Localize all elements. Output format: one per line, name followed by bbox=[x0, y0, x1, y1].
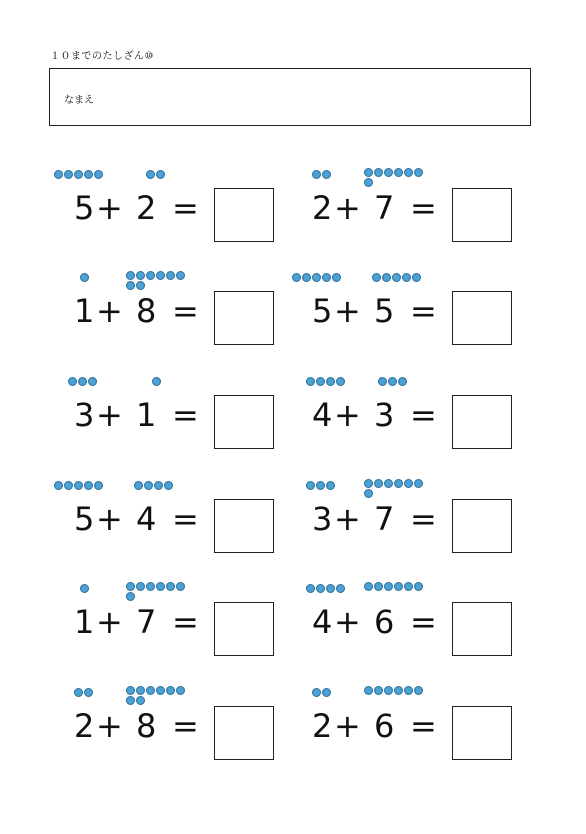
addend-a: 5 bbox=[74, 500, 95, 538]
counting-dot bbox=[94, 481, 103, 490]
counting-dot bbox=[176, 271, 185, 280]
addition-problem bbox=[292, 170, 532, 250]
answer-box[interactable] bbox=[214, 499, 274, 553]
counting-dot bbox=[74, 481, 83, 490]
counting-dot bbox=[306, 377, 315, 386]
addend-a: 4 bbox=[312, 603, 333, 641]
equals-sign: = bbox=[410, 603, 437, 641]
addition-problem bbox=[292, 273, 532, 353]
counting-dot bbox=[126, 686, 135, 695]
equals-sign: = bbox=[172, 603, 199, 641]
counting-dot bbox=[88, 377, 97, 386]
addend-b: 1 bbox=[136, 396, 157, 434]
counting-dot bbox=[382, 273, 391, 282]
counting-dot bbox=[84, 170, 93, 179]
counting-dot bbox=[176, 686, 185, 695]
addition-problem bbox=[54, 170, 294, 250]
counting-dot bbox=[84, 688, 93, 697]
answer-box[interactable] bbox=[214, 706, 274, 760]
counting-dot bbox=[336, 584, 345, 593]
counting-dot bbox=[326, 377, 335, 386]
counting-dot bbox=[322, 688, 331, 697]
addend-a-dots bbox=[68, 377, 128, 387]
counting-dot bbox=[316, 584, 325, 593]
answer-box[interactable] bbox=[214, 395, 274, 449]
addend-a: 4 bbox=[312, 396, 333, 434]
addend-b-dots bbox=[364, 479, 424, 499]
addend-a-dots bbox=[54, 481, 114, 491]
counting-dot bbox=[302, 273, 311, 282]
counting-dot bbox=[378, 377, 387, 386]
counting-dot bbox=[336, 377, 345, 386]
addition-problem bbox=[292, 377, 532, 457]
addend-a-dots bbox=[312, 688, 372, 698]
counting-dot bbox=[74, 170, 83, 179]
addend-b: 3 bbox=[374, 396, 395, 434]
counting-dot bbox=[404, 479, 413, 488]
counting-dot bbox=[394, 686, 403, 695]
plus-sign: + bbox=[96, 396, 123, 434]
answer-box[interactable] bbox=[452, 499, 512, 553]
counting-dot bbox=[54, 170, 63, 179]
counting-dot bbox=[164, 481, 173, 490]
addend-a: 2 bbox=[312, 707, 333, 745]
counting-dot bbox=[166, 271, 175, 280]
addend-b-dots bbox=[364, 582, 424, 592]
addend-b: 6 bbox=[374, 603, 395, 641]
counting-dot bbox=[394, 168, 403, 177]
counting-dot bbox=[312, 688, 321, 697]
plus-sign: + bbox=[96, 189, 123, 227]
plus-sign: + bbox=[334, 500, 361, 538]
counting-dot bbox=[136, 281, 145, 290]
name-field[interactable] bbox=[49, 68, 531, 126]
counting-dot bbox=[136, 696, 145, 705]
counting-dot bbox=[146, 582, 155, 591]
name-label: なまえ bbox=[64, 95, 94, 106]
equals-sign: = bbox=[172, 396, 199, 434]
addend-a: 5 bbox=[312, 292, 333, 330]
addend-b-dots bbox=[126, 582, 186, 602]
counting-dot bbox=[364, 489, 373, 498]
counting-dot bbox=[156, 686, 165, 695]
equals-sign: = bbox=[410, 396, 437, 434]
counting-dot bbox=[364, 686, 373, 695]
counting-dot bbox=[322, 273, 331, 282]
counting-dot bbox=[146, 170, 155, 179]
counting-dot bbox=[364, 178, 373, 187]
addend-b: 8 bbox=[136, 707, 157, 745]
equals-sign: = bbox=[410, 707, 437, 745]
counting-dot bbox=[374, 479, 383, 488]
counting-dot bbox=[68, 377, 77, 386]
addend-b-dots bbox=[134, 481, 194, 491]
counting-dot bbox=[316, 481, 325, 490]
plus-sign: + bbox=[334, 707, 361, 745]
addend-b: 5 bbox=[374, 292, 395, 330]
counting-dot bbox=[412, 273, 421, 282]
counting-dot bbox=[322, 170, 331, 179]
addend-a: 1 bbox=[74, 603, 95, 641]
counting-dot bbox=[156, 271, 165, 280]
counting-dot bbox=[94, 170, 103, 179]
plus-sign: + bbox=[96, 500, 123, 538]
answer-box[interactable] bbox=[452, 706, 512, 760]
counting-dot bbox=[306, 481, 315, 490]
addition-problem bbox=[292, 584, 532, 664]
counting-dot bbox=[312, 273, 321, 282]
counting-dot bbox=[414, 686, 423, 695]
counting-dot bbox=[146, 686, 155, 695]
addend-b: 4 bbox=[136, 500, 157, 538]
counting-dot bbox=[374, 686, 383, 695]
addend-b-dots bbox=[126, 686, 186, 706]
counting-dot bbox=[364, 479, 373, 488]
counting-dot bbox=[388, 377, 397, 386]
counting-dot bbox=[136, 686, 145, 695]
addend-a: 3 bbox=[312, 500, 333, 538]
equals-sign: = bbox=[410, 500, 437, 538]
counting-dot bbox=[74, 688, 83, 697]
addend-a-dots bbox=[312, 170, 372, 180]
plus-sign: + bbox=[334, 292, 361, 330]
plus-sign: + bbox=[334, 396, 361, 434]
counting-dot bbox=[126, 696, 135, 705]
addend-a: 2 bbox=[312, 189, 333, 227]
counting-dot bbox=[166, 686, 175, 695]
counting-dot bbox=[126, 582, 135, 591]
addend-b-dots bbox=[378, 377, 438, 387]
counting-dot bbox=[414, 582, 423, 591]
counting-dot bbox=[134, 481, 143, 490]
answer-box[interactable] bbox=[452, 291, 512, 345]
addition-problem bbox=[54, 688, 294, 768]
counting-dot bbox=[136, 582, 145, 591]
counting-dot bbox=[80, 273, 89, 282]
answer-box[interactable] bbox=[452, 395, 512, 449]
addition-problem bbox=[54, 273, 294, 353]
counting-dot bbox=[414, 168, 423, 177]
counting-dot bbox=[332, 273, 341, 282]
addend-a-dots bbox=[306, 377, 366, 387]
plus-sign: + bbox=[96, 707, 123, 745]
plus-sign: + bbox=[96, 603, 123, 641]
counting-dot bbox=[292, 273, 301, 282]
addend-a: 2 bbox=[74, 707, 95, 745]
answer-box[interactable] bbox=[452, 602, 512, 656]
equals-sign: = bbox=[410, 292, 437, 330]
addend-a-dots bbox=[292, 273, 352, 283]
counting-dot bbox=[154, 481, 163, 490]
counting-dot bbox=[78, 377, 87, 386]
plus-sign: + bbox=[334, 189, 361, 227]
addition-problem bbox=[54, 584, 294, 664]
counting-dot bbox=[374, 582, 383, 591]
counting-dot bbox=[84, 481, 93, 490]
addend-a: 5 bbox=[74, 189, 95, 227]
answer-box[interactable] bbox=[214, 291, 274, 345]
addition-problem bbox=[292, 688, 532, 768]
counting-dot bbox=[384, 168, 393, 177]
counting-dot bbox=[384, 479, 393, 488]
counting-dot bbox=[152, 377, 161, 386]
counting-dot bbox=[316, 377, 325, 386]
counting-dot bbox=[372, 273, 381, 282]
addend-a-dots bbox=[54, 170, 114, 180]
addend-b-dots bbox=[364, 686, 424, 696]
counting-dot bbox=[64, 481, 73, 490]
addend-a: 1 bbox=[74, 292, 95, 330]
addend-b-dots bbox=[126, 271, 186, 291]
counting-dot bbox=[136, 271, 145, 280]
answer-box[interactable] bbox=[214, 602, 274, 656]
counting-dot bbox=[80, 584, 89, 593]
equals-sign: = bbox=[172, 189, 199, 227]
addend-b-dots bbox=[372, 273, 432, 283]
counting-dot bbox=[392, 273, 401, 282]
equals-sign: = bbox=[172, 292, 199, 330]
counting-dot bbox=[176, 582, 185, 591]
addition-problem bbox=[292, 481, 532, 561]
addend-b: 2 bbox=[136, 189, 157, 227]
counting-dot bbox=[126, 592, 135, 601]
equals-sign: = bbox=[172, 707, 199, 745]
counting-dot bbox=[64, 170, 73, 179]
addend-b: 7 bbox=[374, 500, 395, 538]
counting-dot bbox=[404, 168, 413, 177]
counting-dot bbox=[326, 584, 335, 593]
counting-dot bbox=[394, 582, 403, 591]
counting-dot bbox=[384, 582, 393, 591]
counting-dot bbox=[156, 170, 165, 179]
addend-a-dots bbox=[306, 584, 366, 594]
addend-a: 3 bbox=[74, 396, 95, 434]
counting-dot bbox=[402, 273, 411, 282]
plus-sign: + bbox=[334, 603, 361, 641]
counting-dot bbox=[414, 479, 423, 488]
counting-dot bbox=[374, 168, 383, 177]
counting-dot bbox=[404, 582, 413, 591]
counting-dot bbox=[126, 281, 135, 290]
counting-dot bbox=[312, 170, 321, 179]
counting-dot bbox=[404, 686, 413, 695]
answer-box[interactable] bbox=[214, 188, 274, 242]
addend-b: 6 bbox=[374, 707, 395, 745]
counting-dot bbox=[156, 582, 165, 591]
counting-dot bbox=[364, 582, 373, 591]
addend-a-dots bbox=[306, 481, 366, 491]
addend-b-dots bbox=[364, 168, 424, 188]
plus-sign: + bbox=[96, 292, 123, 330]
addend-b: 8 bbox=[136, 292, 157, 330]
counting-dot bbox=[144, 481, 153, 490]
counting-dot bbox=[398, 377, 407, 386]
worksheet-title: １０までのたしざん⑩ bbox=[50, 51, 154, 62]
equals-sign: = bbox=[410, 189, 437, 227]
counting-dot bbox=[306, 584, 315, 593]
equals-sign: = bbox=[172, 500, 199, 538]
counting-dot bbox=[394, 479, 403, 488]
counting-dot bbox=[146, 271, 155, 280]
counting-dot bbox=[384, 686, 393, 695]
addition-problem bbox=[54, 481, 294, 561]
addend-b: 7 bbox=[374, 189, 395, 227]
addend-b-dots bbox=[152, 377, 212, 387]
addend-b-dots bbox=[146, 170, 206, 180]
counting-dot bbox=[54, 481, 63, 490]
counting-dot bbox=[126, 271, 135, 280]
addition-problem bbox=[54, 377, 294, 457]
counting-dot bbox=[326, 481, 335, 490]
counting-dot bbox=[166, 582, 175, 591]
addend-b: 7 bbox=[136, 603, 157, 641]
addend-a-dots bbox=[74, 688, 134, 698]
counting-dot bbox=[364, 168, 373, 177]
answer-box[interactable] bbox=[452, 188, 512, 242]
